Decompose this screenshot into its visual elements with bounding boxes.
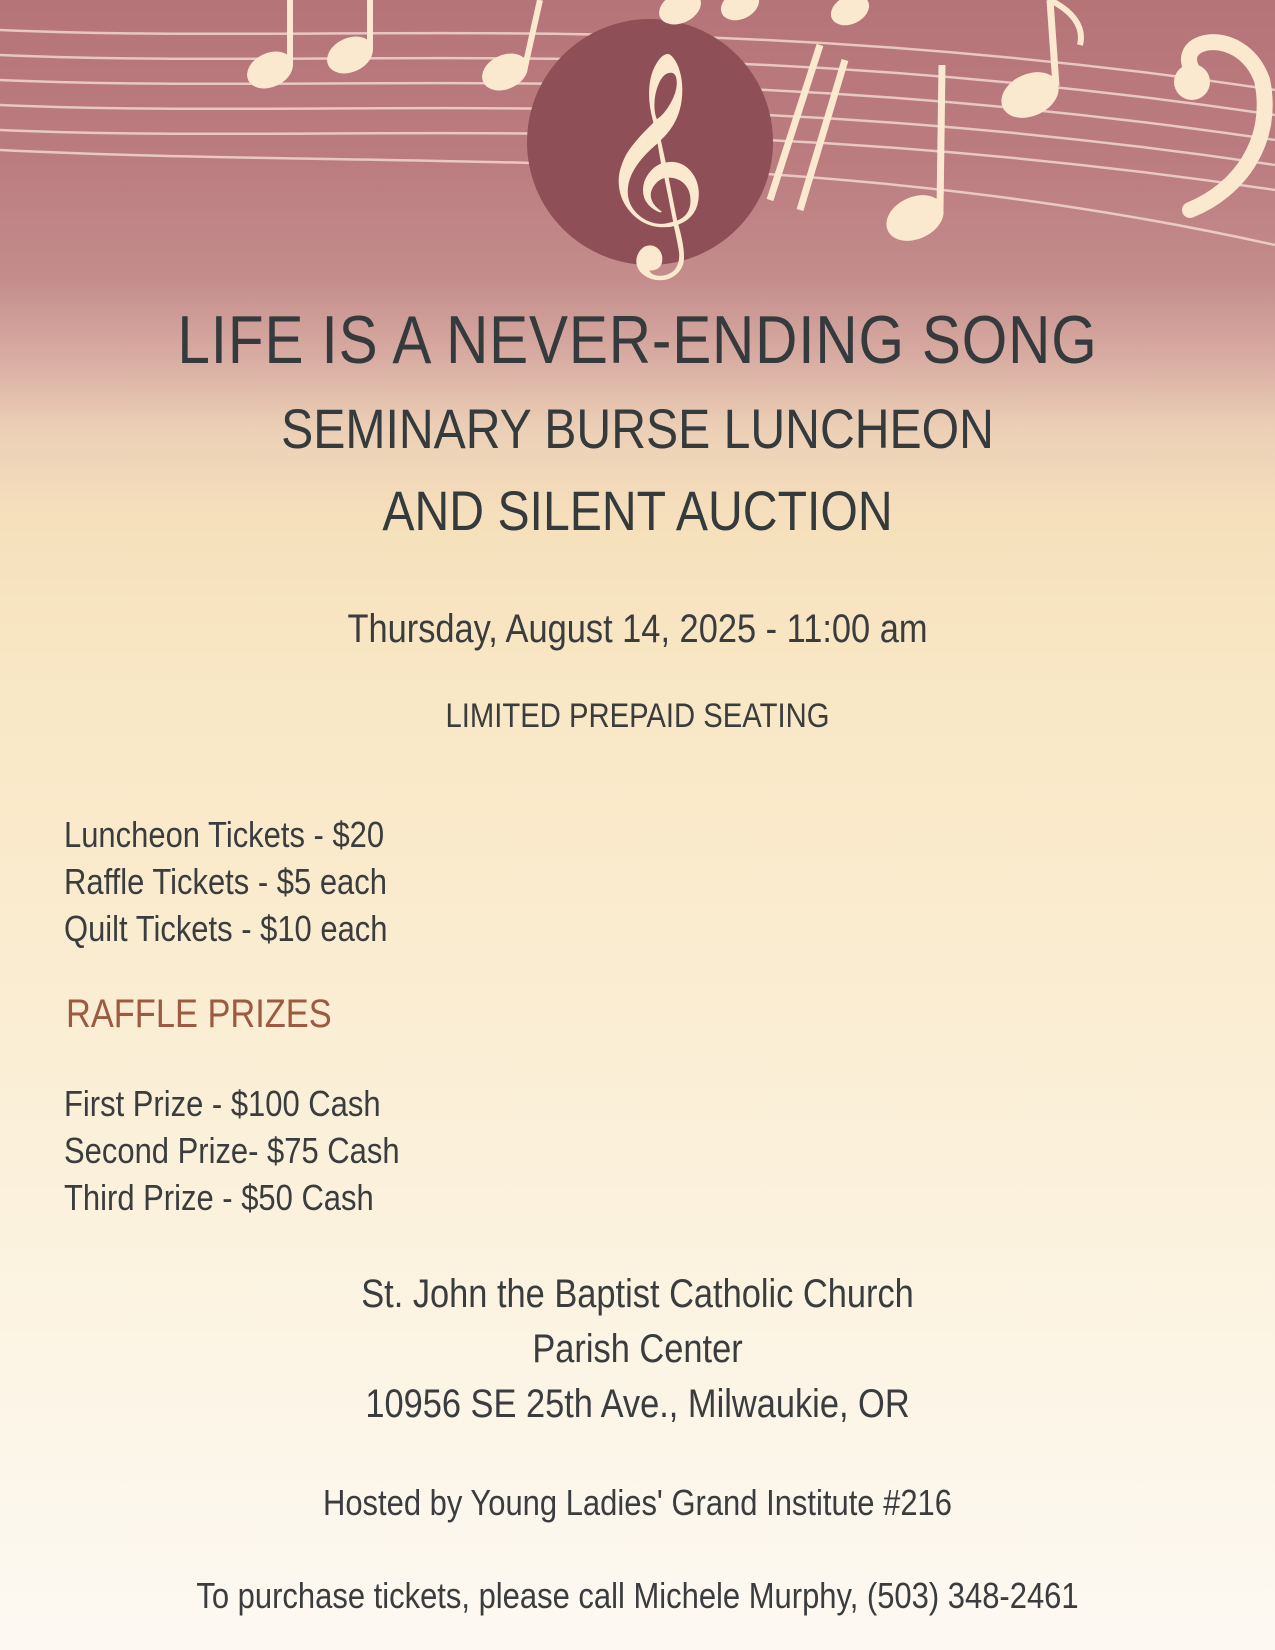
- music-note-icon: [879, 65, 951, 250]
- venue-subname: Parish Center: [532, 1327, 743, 1371]
- event-datetime: Thursday, August 14, 2025 - 11:00 am: [347, 607, 928, 651]
- main-title: LIFE IS A NEVER-ENDING SONG: [177, 302, 1098, 378]
- list-item: Second Prize- $75 Cash: [64, 1130, 400, 1171]
- treble-clef-icon: 𝄞: [595, 49, 709, 270]
- subtitle-line-1: SEMINARY BURSE LUNCHEON: [281, 397, 994, 460]
- raffle-prizes-heading: RAFFLE PRIZES: [66, 992, 332, 1036]
- host-line: Hosted by Young Ladies' Grand Institute #216: [322, 1482, 953, 1523]
- subtitle-line-2: AND SILENT AUCTION: [382, 479, 893, 542]
- music-note-icon: [241, 0, 379, 96]
- list-item: First Prize - $100 Cash: [64, 1083, 381, 1124]
- venue-address: 10956 SE 25th Ave., Milwaukie, OR: [365, 1382, 910, 1426]
- venue-name: St. John the Baptist Catholic Church: [361, 1272, 914, 1316]
- list-item: Third Prize - $50 Cash: [64, 1177, 374, 1218]
- list-item: Quilt Tickets - $10 each: [64, 908, 388, 949]
- music-decoration: [0, 0, 1275, 320]
- ticket-price-list: [64, 811, 388, 952]
- seating-note: LIMITED PREPAID SEATING: [445, 697, 830, 735]
- list-item: Luncheon Tickets - $20: [64, 814, 385, 855]
- raffle-prize-list: [64, 1080, 400, 1221]
- list-item: Raffle Tickets - $5 each: [64, 861, 387, 902]
- bass-clef-icon: [1174, 42, 1265, 210]
- contact-line: To purchase tickets, please call Michele Murphy, (503) 348-2461: [196, 1575, 1079, 1616]
